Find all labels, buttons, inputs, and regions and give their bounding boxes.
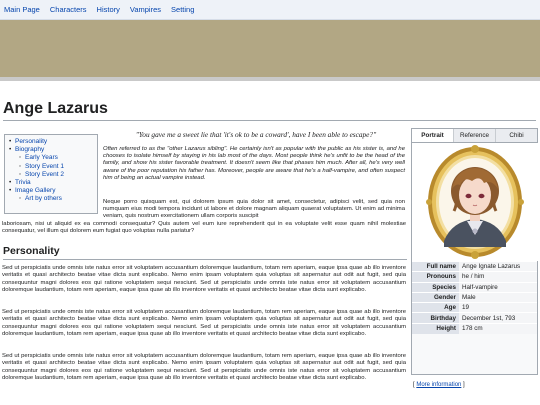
info-label: Birthday bbox=[412, 313, 459, 323]
toc-link-trivia[interactable]: Trivia bbox=[15, 179, 31, 187]
toc-link-early-years[interactable]: Early Years bbox=[25, 154, 58, 162]
toc-link-story-event-2[interactable]: Story Event 2 bbox=[25, 170, 65, 178]
personality-paragraph-2: Sed ut perspiciatis unde omnis iste natus error sit voluptatem accusantium doloremque laudantium, totam rem aperiam, eaque ipsa quae ab illo inventore veritatis et quasi architecto beatae vitae dicta sunt explicabo. Nemo enim ipsam voluptatem quia voluptas sit aspernatur aut odit aut fugit, sed quia consequuntur magni dolores eos qui ratione voluptatem sequi nesciunt. Sed ut perspiciatis unde omnis iste natus error sit voluptatem accusantium doloremque laudantium, totam rem aperiam, eaque ipsa quae ab illo inventore veritatis et quasi architecto beatae vitae dicta sunt explicabo. bbox=[2, 309, 406, 337]
frame-ornament-right bbox=[518, 199, 524, 205]
info-value: Ange Ignate Lazarus bbox=[459, 262, 537, 272]
infobox-tabs bbox=[412, 129, 537, 143]
intro-lorem-paragraph: Neque porro quisquam est, qui dolorem ipsum quia dolor sit amet, consectetur, adipisci velit, sed quia non numquam eius modi tempora incidunt ut labore et dolore magnam aliquam quaerat voluptatem. Ut enim ad minima veniam, quis nostrum exercitationem ullam corporis suscipit bbox=[103, 199, 405, 220]
intro-paragraph: Often referred to as the "other Lazarus sibling". He certainly isn't as popular with the public as his sister is, and he chooses to isolate himself by staying in his lab most of the days. Most people think he's unfit to be the head of the family, and show his sister favorable treatment. It doesn't seem like that phases him much. After all, he's very well aware of the poor reputation his father has. Moreover, people are aware that he's a half-vampire, and often suspect him of being an actual vampire instead. bbox=[103, 146, 405, 181]
toc-item-story-event-1: ◦ Story Event 1 bbox=[19, 162, 65, 170]
toc-link-biography[interactable]: Biography bbox=[15, 146, 45, 154]
portrait-illustration bbox=[412, 143, 539, 261]
info-row-full-name bbox=[412, 262, 537, 272]
personality-paragraph-1: Sed ut perspiciatis unde omnis iste natus error sit voluptatem accusantium doloremque laudantium, totam rem aperiam, eaque ipsa quae ab illo inventore veritatis et quasi architecto beatae vitae dicta sunt explicabo. Nemo enim ipsam voluptatem quia voluptas sit aspernatur aut odit aut fugit, sed quia consequuntur magni dolores eos qui ratione voluptatem sequi nesciunt. Sed ut perspiciatis unde omnis iste natus error sit voluptatem accusantium doloremque laudantium, totam rem aperiam, eaque ipsa quae ab illo inventore veritatis et quasi architecto beatae vitae dicta sunt explicabo. bbox=[2, 265, 406, 293]
left-eye bbox=[466, 194, 472, 198]
tab-reference[interactable]: Reference bbox=[454, 129, 496, 142]
frame-ornament-left bbox=[426, 199, 432, 205]
info-label: Full name bbox=[412, 262, 459, 272]
more-information-link[interactable]: More information bbox=[416, 382, 462, 388]
title-divider bbox=[3, 120, 536, 121]
frame-ornament-top bbox=[471, 145, 479, 153]
info-row-pronouns bbox=[412, 272, 537, 282]
info-row-age bbox=[412, 303, 537, 313]
collar-brooch bbox=[473, 229, 478, 234]
section-divider bbox=[3, 259, 407, 260]
toc-link-art-by-others[interactable]: Art by others bbox=[25, 195, 62, 203]
top-navigation bbox=[0, 0, 540, 20]
info-label: Pronouns bbox=[412, 272, 459, 282]
page-title: Ange Lazarus bbox=[3, 100, 108, 117]
tab-chibi[interactable]: Chibi bbox=[496, 129, 537, 142]
toc-link-story-event-1[interactable]: Story Event 1 bbox=[25, 162, 65, 170]
info-value: December 1st, 793 bbox=[459, 313, 537, 323]
info-value: Half-vampire bbox=[459, 282, 537, 292]
nav-characters[interactable]: Characters bbox=[49, 5, 87, 14]
toc-link-image-gallery[interactable]: Image Gallery bbox=[15, 187, 56, 195]
intro-lorem-continuation: laboriosam, nisi ut aliquid ex ea commodi consequatur? Quis autem vel eum iure reprehenderit qui in ea voluptate velit esse quam nihil molestiae consequatur, vel illum qui dolorem eum fugiat quo voluptas nulla pariatur? bbox=[2, 221, 406, 235]
character-info-table bbox=[412, 261, 537, 334]
table-of-contents bbox=[4, 134, 98, 214]
nav-main-page[interactable]: Main Page bbox=[4, 5, 40, 14]
toc-item-story-event-2: ◦ Story Event 2 bbox=[19, 170, 65, 178]
site-banner bbox=[0, 20, 540, 81]
info-value: 19 bbox=[459, 303, 537, 313]
frame-ornament-bottom bbox=[471, 251, 479, 259]
info-label: Species bbox=[412, 282, 459, 292]
info-value: 178 cm bbox=[459, 323, 537, 333]
toc-item-trivia: • Trivia bbox=[9, 179, 31, 187]
toc-list bbox=[9, 138, 93, 204]
info-value: he / him bbox=[459, 272, 537, 282]
info-row-gender bbox=[412, 292, 537, 302]
nav-history[interactable]: History bbox=[96, 5, 120, 14]
toc-link-personality[interactable]: Personality bbox=[15, 138, 48, 145]
right-eye bbox=[479, 194, 485, 198]
nav-vampires[interactable]: Vampires bbox=[129, 5, 162, 14]
character-infobox bbox=[411, 128, 538, 375]
info-value: Male bbox=[459, 292, 537, 302]
info-label: Height bbox=[412, 323, 459, 333]
personality-paragraph-3: Sed ut perspiciatis unde omnis iste natus error sit voluptatem accusantium doloremque laudantium, totam rem aperiam, eaque ipsa quae ab illo inventore veritatis et quasi architecto beatae vitae dicta sunt explicabo. Nemo enim ipsam voluptatem quia voluptas sit aspernatur aut odit aut fugit, sed quia consequuntur magni dolores eos qui ratione voluptatem sequi nesciunt. Sed ut perspiciatis unde omnis iste natus error sit voluptatem accusantium doloremque laudantium, totam rem aperiam, eaque ipsa quae ab illo inventore veritatis et quasi architecto beatae vitae dicta sunt explicabo. bbox=[2, 353, 406, 381]
toc-item-biography: • Biography bbox=[9, 146, 45, 154]
info-label: Age bbox=[412, 303, 459, 313]
tab-portrait[interactable]: Portrait bbox=[412, 129, 454, 142]
toc-item-early-years: ◦ Early Years bbox=[19, 154, 58, 162]
more-info-bracket-open: [ bbox=[413, 382, 415, 388]
info-label: Gender bbox=[412, 292, 459, 302]
section-heading-personality: Personality bbox=[3, 245, 60, 257]
info-row-species bbox=[412, 282, 537, 292]
nav-setting[interactable]: Setting bbox=[171, 5, 195, 14]
toc-item-personality: • Personality bbox=[9, 138, 48, 145]
more-info-bracket-close: ] bbox=[463, 382, 465, 388]
more-information bbox=[413, 382, 465, 388]
character-portrait bbox=[412, 143, 539, 261]
toc-item-image-gallery: • Image Gallery bbox=[9, 187, 56, 195]
toc-item-art-by-others: ◦ Art by others bbox=[19, 195, 62, 203]
info-row-birthday bbox=[412, 313, 537, 323]
info-row-height bbox=[412, 323, 537, 333]
character-quote: "You gave me a sweet lie that 'it's ok to be a coward', have I been able to escape?" bbox=[135, 130, 377, 139]
